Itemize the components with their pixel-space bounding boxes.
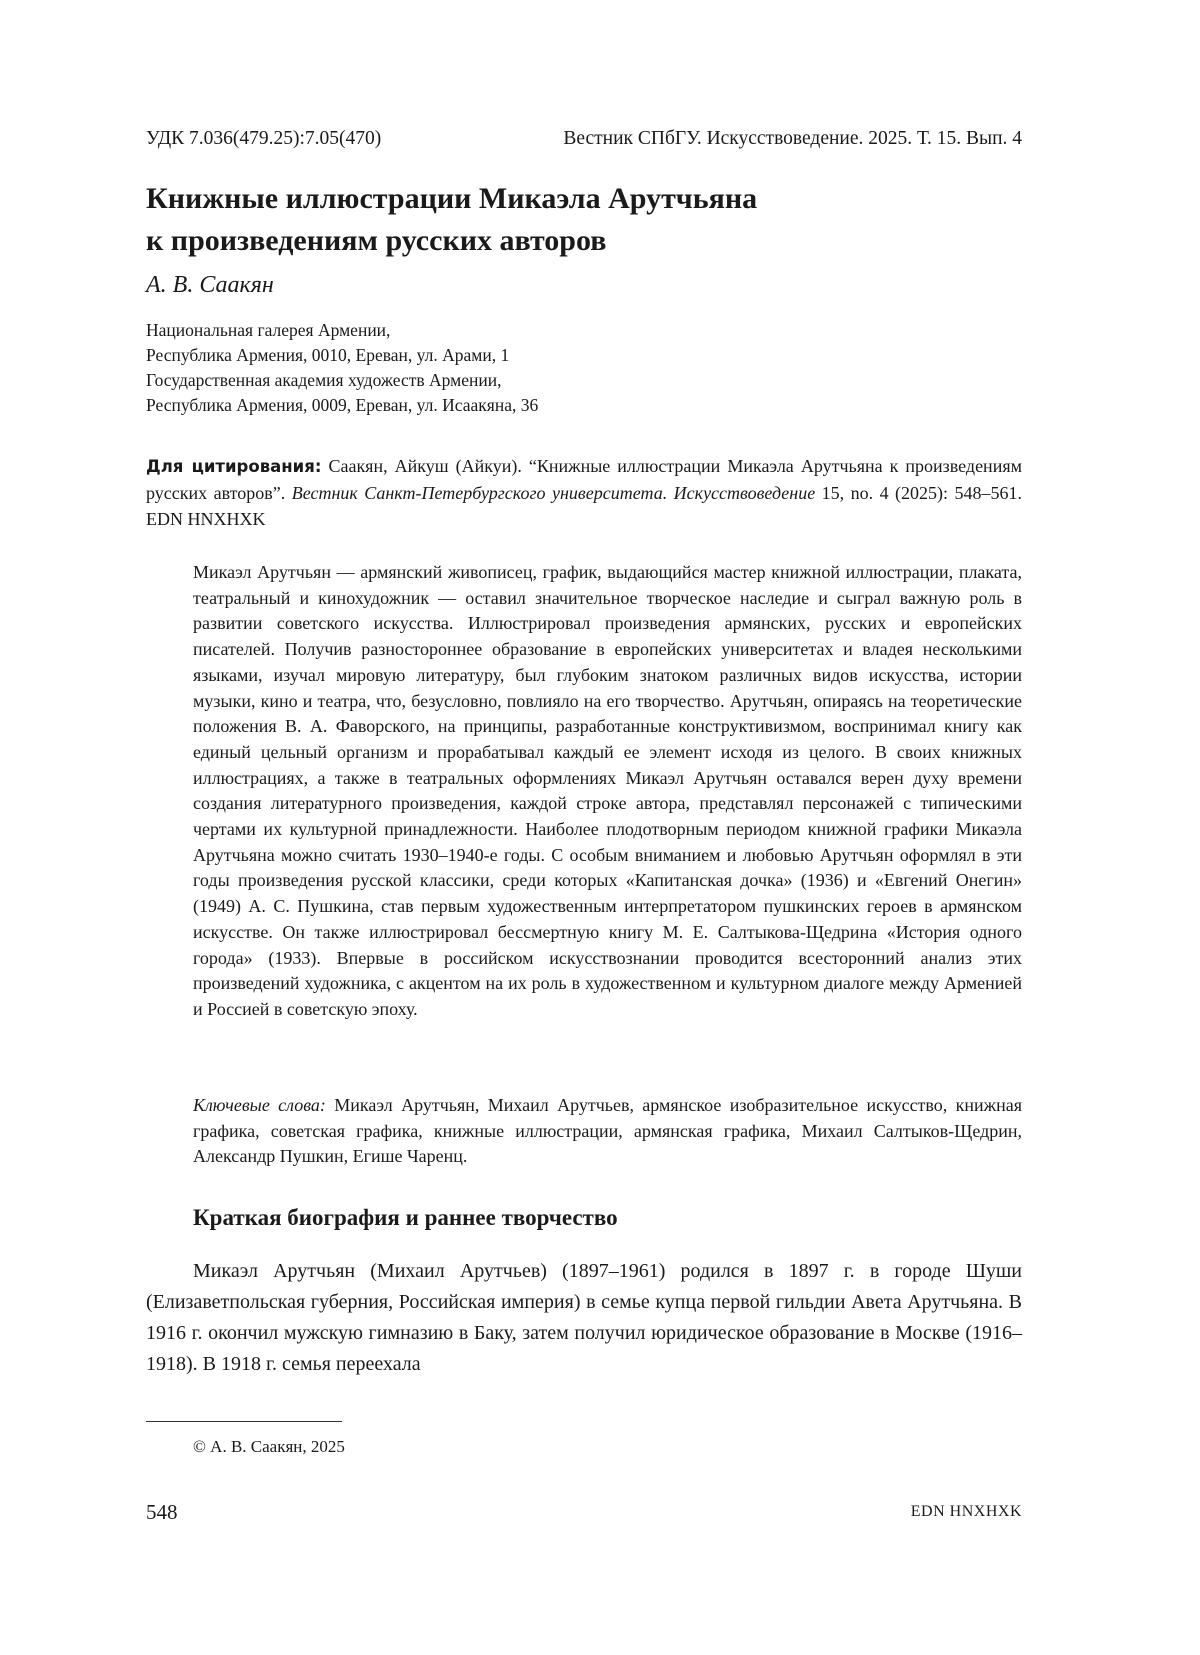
affiliation-line: Национальная галерея Армении, — [146, 320, 391, 340]
keywords-label: Ключевые слова: — [193, 1095, 326, 1115]
citation-journal: Вестник Санкт-Петербургского университета. Искусствоведение — [291, 483, 816, 503]
keywords-text: Микаэл Арутчьян, Михаил Арутчьев, армянское изобразительное искусство, книжная графика, советская графика, книжные иллюстрации, армянская графика, Михаил Салтыков-Щедрин, Александр Пушкин, Егише Чаренц. — [193, 1095, 1022, 1167]
article-title — [146, 178, 1022, 262]
journal-reference: Вестник СПбГУ. Искусствоведение. 2025. Т. 15. Вып. 4 — [563, 128, 1022, 149]
section-heading: Краткая биография и раннее творчество — [193, 1205, 618, 1230]
copyright-note: © А. В. Саакян, 2025 — [193, 1437, 345, 1456]
citation-text-1: Саакян, Айкуш (Айкуи). “Книжные иллюстрации Микаэла Арутчьяна к произведениям русских авторов”. — [146, 456, 1022, 503]
running-header — [146, 128, 1022, 158]
title-line-1: Книжные иллюстрации Микаэла Арутчьяна — [146, 182, 758, 215]
citation-text-2: 15, no. 4 (2025): 548–561. EDN HNXHXK — [146, 483, 1022, 529]
affiliation-line: Республика Армения, 0009, Ереван, ул. Исаакяна, 36 — [146, 395, 539, 415]
author-name: А. В. Саакян — [146, 272, 274, 298]
affiliation-line: Государственная академия художеств Армении, — [146, 370, 502, 390]
keywords — [193, 1093, 1022, 1170]
title-line-2: к произведениям русских авторов — [146, 224, 607, 257]
page-footer — [146, 1500, 1022, 1530]
abstract: Микаэл Арутчьян — армянский живописец, график, выдающийся мастер книжной иллюстрации, плаката, театральный и кинохудожник — оставил значительное творческое наследие и сыграл важную роль в развитии советского искусства. Иллюстрировал произведения армянских, русских и европейских писателей. Получив разностороннее образование в европейских университетах и владея несколькими языками, изучал мировую литературу, был глубоким знатоком различных видов искусства, истории музыки, кино и театра, что, безусловно, повлияло на его творчество. Арутчьян, опираясь на теоретические положения В. А. Фаворского, на принципы, разработанные конструктивизмом, воспринимал книгу как единый цельный организм и прорабатывал каждый ее элемент исходя из целого. В своих книжных иллюстрациях, а также в театральных оформлениях Микаэл Арутчьян оставался верен духу времени создания литературного произведения, каждой строке автора, представлял персонажей с типическими чертами их культурной принадлежности. Наиболее плодотворным периодом книжной графики Микаэла Арутчьяна можно считать 1930–1940-е годы. С особым вниманием и любовью Арутчьян оформлял в эти годы произведения русской классики, среди которых «Капитанская дочка» (1936) и «Евгений Онегин» (1949) А. С. Пушкина, став первым художественным интерпретатором пушкинских героев в армянском искусстве. Он также иллюстрировал бессмертную книгу М. Е. Салтыкова-Щедрина «История одного города» (1933). Впервые в российском искусствознании проводится всесторонний анализ этих произведений художника, с акцентом на их роль в художественном и культурном диалоге между Арменией и Россией в советскую эпоху. — [193, 562, 1022, 1019]
affiliations — [146, 318, 538, 418]
udk-code: УДК 7.036(479.25):7.05(470) — [146, 128, 382, 149]
edn-code: EDN HNXHXK — [910, 1503, 1022, 1520]
affiliation-line: Республика Армения, 0010, Ереван, ул. Арами, 1 — [146, 345, 510, 365]
footnote-divider — [146, 1421, 342, 1422]
page-number: 548 — [146, 1500, 178, 1524]
citation-label: Для цитирования: — [146, 457, 322, 476]
article-page — [146, 0, 1022, 1655]
citation-block — [146, 453, 1022, 532]
body-paragraph: Микаэл Арутчьян (Михаил Арутчьев) (1897–1961) родился в 1897 г. в городе Шуши (Елизаветпольская губерния, Российская империя) в семье купца первой гильдии Авета Арутчьяна. В 1916 г. окончил мужскую гимназию в Баку, затем получил юридическое образование в Москве (1916–1918). В 1918 г. семья переехала — [146, 1260, 1022, 1375]
